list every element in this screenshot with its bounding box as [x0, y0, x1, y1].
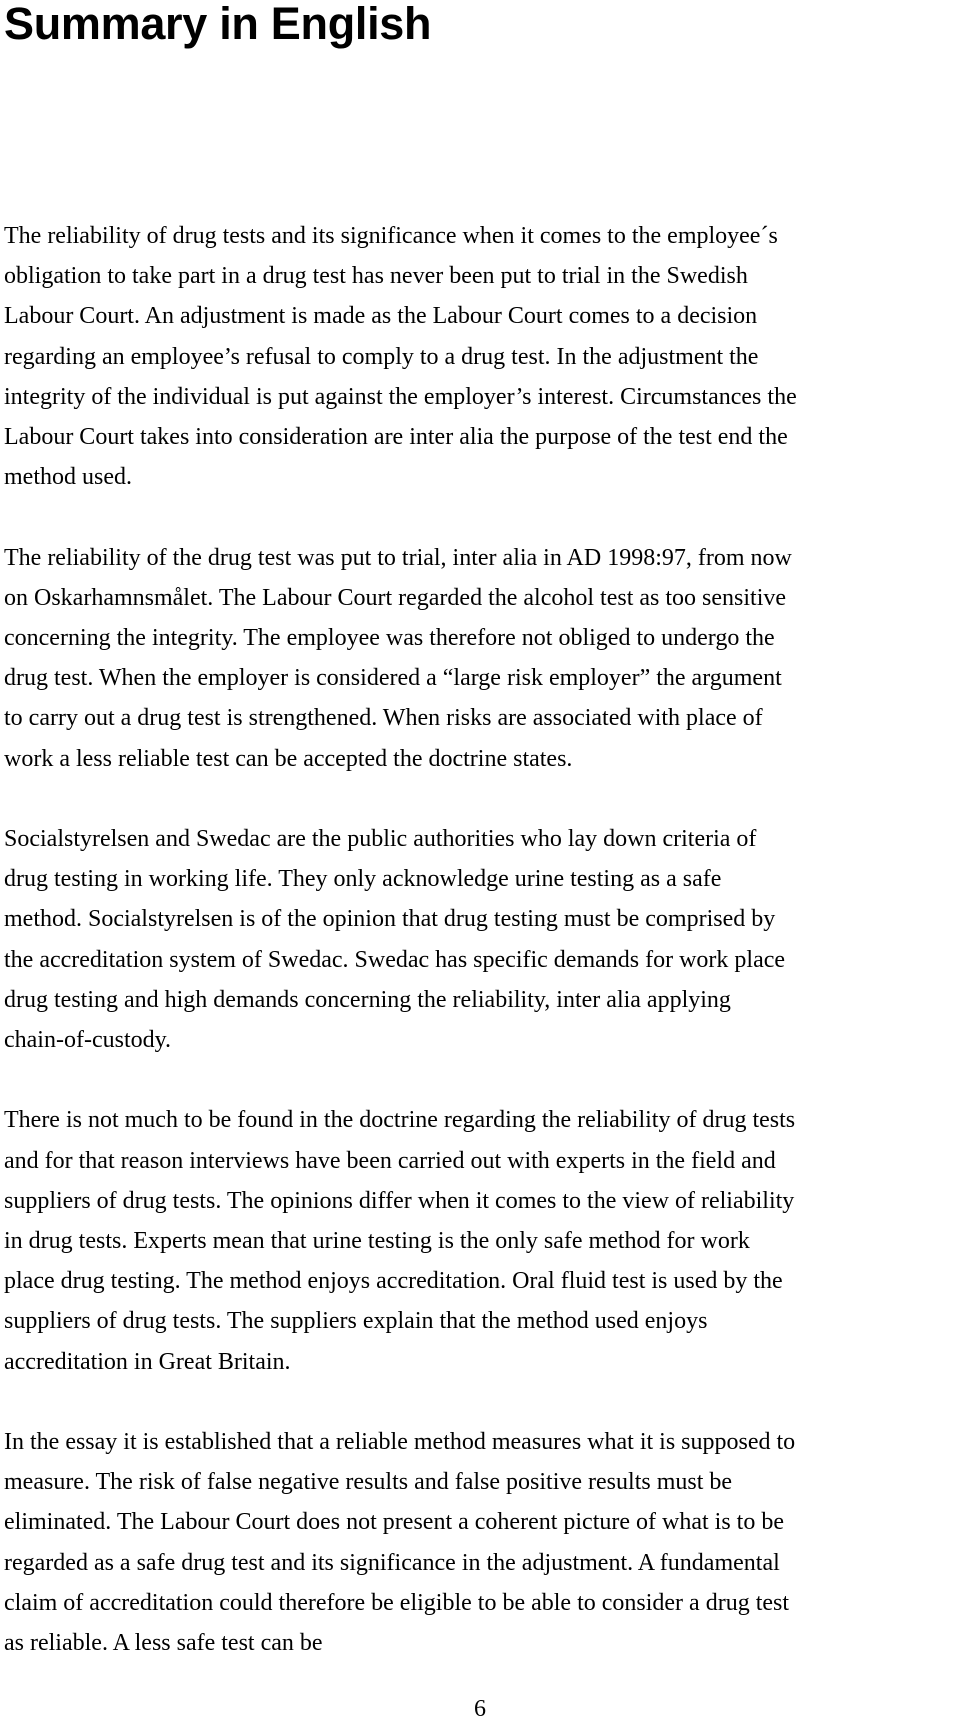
text-line: drug testing in working life. They only acknowledge urine testing as a safe [4, 866, 722, 893]
text-line: drug test. When the employer is considered a “large risk employer” the argument [4, 665, 782, 692]
text-line: in drug tests. Experts mean that urine testing is the only safe method for work [4, 1228, 750, 1255]
paragraph-3 [4, 819, 954, 1060]
body-text [4, 216, 954, 1703]
text-line: There is not much to be found in the doctrine regarding the reliability of drug tests [4, 1107, 796, 1134]
paragraph-5 [4, 1422, 954, 1663]
text-line: as reliable. A less safe test can be [4, 1630, 323, 1657]
page-number: 6 [474, 1696, 486, 1722]
text-line: and for that reason interviews have been carried out with experts in the field and [4, 1147, 776, 1174]
text-line: measure. The risk of false negative results and false positive results must be [4, 1469, 733, 1496]
text-line: Socialstyrelsen and Swedac are the public authorities who lay down criteria of [4, 826, 757, 853]
text-line: regarded as a safe drug test and its significance in the adjustment. A fundamental [4, 1549, 780, 1576]
text-line: to carry out a drug test is strengthened. When risks are associated with place of [4, 705, 763, 732]
paragraph-2 [4, 538, 954, 779]
text-line: The reliability of drug tests and its significance when it comes to the employee´s [4, 223, 778, 249]
text-line: integrity of the individual is put against the employer’s interest. Circumstances the [4, 383, 797, 410]
text-line: suppliers of drug tests. The opinions differ when it comes to the view of reliability [4, 1187, 795, 1214]
text-line: obligation to take part in a drug test has never been put to trial in the Swedish [4, 263, 748, 290]
text-line: method. Socialstyrelsen is of the opinion that drug testing must be comprised by [4, 906, 776, 933]
text-line: accreditation in Great Britain. [4, 1348, 291, 1375]
text-line: claim of accreditation could therefore be eligible to be able to consider a drug test [4, 1589, 790, 1616]
text-line: on Oskarhamnsmålet. The Labour Court regarded the alcohol test as too sensitive [4, 584, 787, 611]
text-line: suppliers of drug tests. The suppliers explain that the method used enjoys [4, 1308, 708, 1335]
text-line: Labour Court. An adjustment is made as the Labour Court comes to a decision [4, 303, 758, 330]
text-line: eliminated. The Labour Court does not present a coherent picture of what is to be [4, 1509, 784, 1536]
page-title: Summary in English [4, 0, 432, 49]
text-line: The reliability of the drug test was put to trial, inter alia in AD 1998:97, from now [4, 544, 792, 571]
text-line: regarding an employee’s refusal to comply to a drug test. In the adjustment the [4, 343, 759, 370]
text-line: the accreditation system of Swedac. Swedac has specific demands for work place [4, 946, 786, 973]
text-line: In the essay it is established that a reliable method measures what it is supposed to [4, 1429, 796, 1456]
text-line: drug testing and high demands concerning the reliability, inter alia applying [4, 986, 731, 1013]
text-line: method used. [4, 464, 132, 491]
text-line: Labour Court takes into consideration are inter alia the purpose of the test end the [4, 424, 788, 451]
text-line: chain-of-custody. [4, 1027, 172, 1054]
paragraph-4 [4, 1100, 954, 1381]
text-line: concerning the integrity. The employee was therefore not obliged to undergo the [4, 625, 775, 652]
paragraph-1 [4, 216, 954, 497]
text-line: work a less reliable test can be accepted the doctrine states. [4, 745, 573, 772]
text-line: place drug testing. The method enjoys accreditation. Oral fluid test is used by the [4, 1268, 783, 1295]
